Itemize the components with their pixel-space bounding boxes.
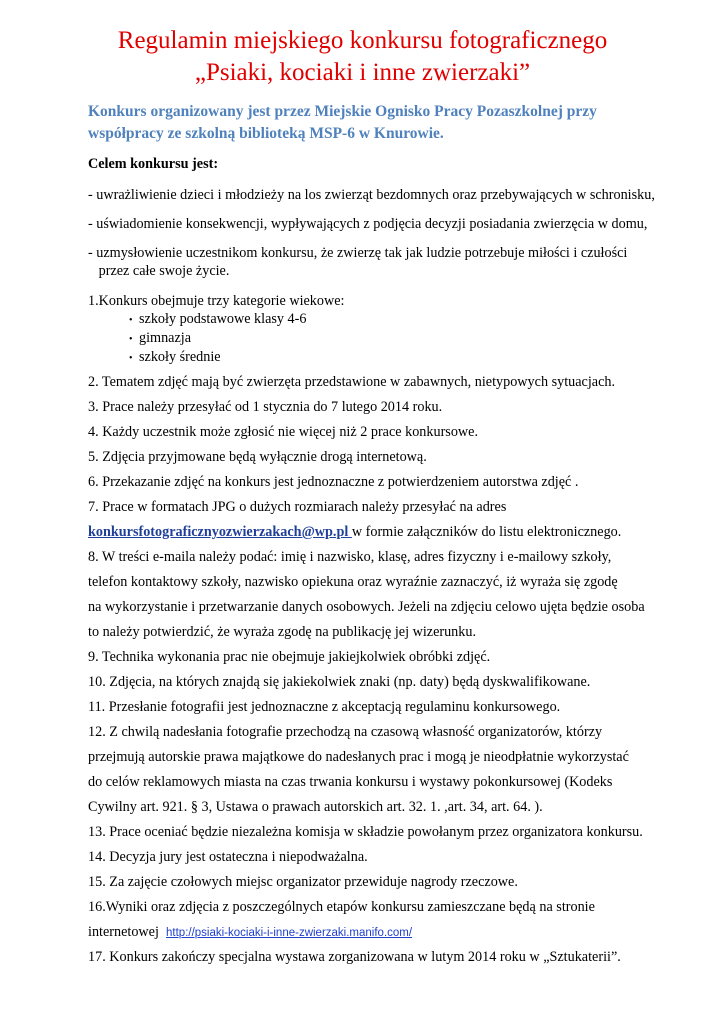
rule-7-continuation: konkursfotograficznyozwierzakach@wp.pl w formie załączników do listu elektronicznego. <box>88 524 622 540</box>
category-item: • gimnazja <box>129 329 191 349</box>
bullet-icon: • <box>129 315 133 326</box>
rule-7: 7. Prace w formatach JPG o dużych rozmiarach należy przesyłać na adres <box>88 499 507 515</box>
goal-item: - uwrażliwienie dzieci i młodzieży na los zwierząt bezdomnych oraz przebywających w schronisku, <box>88 187 655 203</box>
rule-8-continuation: na wykorzystanie i przetwarzanie danych osobowych. Jeżeli na zdjęciu celowo ujęta będzie osoba <box>88 599 645 615</box>
rule-2: 2. Tematem zdjęć mają być zwierzęta przedstawione w zabawnych, nietypowych sytuacjach. <box>88 374 616 390</box>
rule-13: 13. Prace oceniać będzie niezależna komisja w składzie powołanym przez organizatora konkursu. <box>88 824 643 840</box>
organizer-line-2: współpracy ze szkolną biblioteką MSP-6 w Knurowie. <box>88 125 444 142</box>
rule-8-continuation: to należy potwierdzić, że wyraża zgodę na publikację jej wizerunku. <box>88 624 477 640</box>
rule-6: 6. Przekazanie zdjęć na konkurs jest jednoznaczne z potwierdzeniem autorstwa zdjęć . <box>88 474 579 490</box>
rule-17: 17. Konkurs zakończy specjalna wystawa zorganizowana w lutym 2014 roku w „Sztukaterii”. <box>88 949 621 965</box>
rule-3: 3. Prace należy przesyłać od 1 stycznia do 7 lutego 2014 roku. <box>88 399 443 415</box>
website-link[interactable]: http://psiaki-kociaki-i-inne-zwierzaki.manifo.com/ <box>166 927 413 939</box>
rule-10: 10. Zdjęcia, na których znajdą się jakiekolwiek znaki (np. daty) będą dyskwalifikowane. <box>88 674 591 690</box>
rule-9: 9. Technika wykonania prac nie obejmuje jakiejkolwiek obróbki zdjęć. <box>88 649 491 665</box>
category-item: • szkoły średnie <box>129 348 221 368</box>
rule-16-continuation: internetowej http://psiaki-kociaki-i-inne-zwierzaki.manifo.com/ <box>88 924 413 940</box>
rule-14: 14. Decyzja jury jest ostateczna i niepodważalna. <box>88 849 368 865</box>
rule-8: 8. W treści e-maila należy podać: imię i nazwisko, klasę, adres fizyczny i e-mailowy szkoły, <box>88 549 612 565</box>
document-title-line-2: „Psiaki, kociaki i inne zwierzaki” <box>194 59 531 86</box>
goal-item-continuation: przez całe swoje życie. <box>88 263 230 279</box>
rule-12: 12. Z chwilą nadesłania fotografie przechodzą na czasową własność organizatorów, którzy <box>88 724 603 740</box>
rule-11: 11. Przesłanie fotografii jest jednoznaczne z akceptacją regulaminu konkursowego. <box>88 699 561 715</box>
category-item: • szkoły podstawowe klasy 4-6 <box>129 310 306 330</box>
rule-12-continuation: Cywilny art. 921. § 3, Ustawa o prawach autorskich art. 32. 1. ,art. 34, art. 64. ). <box>88 799 543 815</box>
email-link[interactable]: konkursfotograficznyozwierzakach@wp.pl <box>88 524 352 540</box>
rule-15: 15. Za zajęcie czołowych miejsc organizator przewiduje nagrody rzeczowe. <box>88 874 518 890</box>
rule-12-continuation: przejmują autorskie prawa majątkowe do nadesłanych prac i mogą je nieodpłatnie wykorzystać <box>88 749 629 765</box>
rule-5: 5. Zdjęcia przyjmowane będą wyłącznie drogą internetową. <box>88 449 427 465</box>
rule-12-continuation: do celów reklamowych miasta na czas trwania konkursu i wystawy pokonkursowej (Kodeks <box>88 774 613 790</box>
rule-4: 4. Każdy uczestnik może zgłosić nie więcej niż 2 prace konkursowe. <box>88 424 479 440</box>
bullet-icon: • <box>129 353 133 364</box>
rule-1: 1.Konkurs obejmuje trzy kategorie wiekowe: <box>88 293 345 309</box>
bullet-icon: • <box>129 334 133 345</box>
rule-8-continuation: telefon kontaktowy szkoły, nazwisko opiekuna oraz wyraźnie zaznaczyć, iż wyraża się zgodę <box>88 574 618 590</box>
goal-item: - uświadomienie konsekwencji, wypływających z podjęcia decyzji posiadania zwierzęcia w domu, <box>88 216 648 232</box>
organizer-line-1: Konkurs organizowany jest przez Miejskie Ognisko Pracy Pozaszkolnej przy <box>88 103 597 120</box>
goals-heading: Celem konkursu jest: <box>88 156 219 172</box>
document-title-line-1: Regulamin miejskiego konkursu fotograficznego <box>117 27 608 54</box>
rule-16: 16.Wyniki oraz zdjęcia z poszczególnych etapów konkursu zamieszczane będą na stronie <box>88 899 595 915</box>
goal-item: - uzmysłowienie uczestnikom konkursu, że zwierzę tak jak ludzie potrzebuje miłości i czułości <box>88 245 628 261</box>
